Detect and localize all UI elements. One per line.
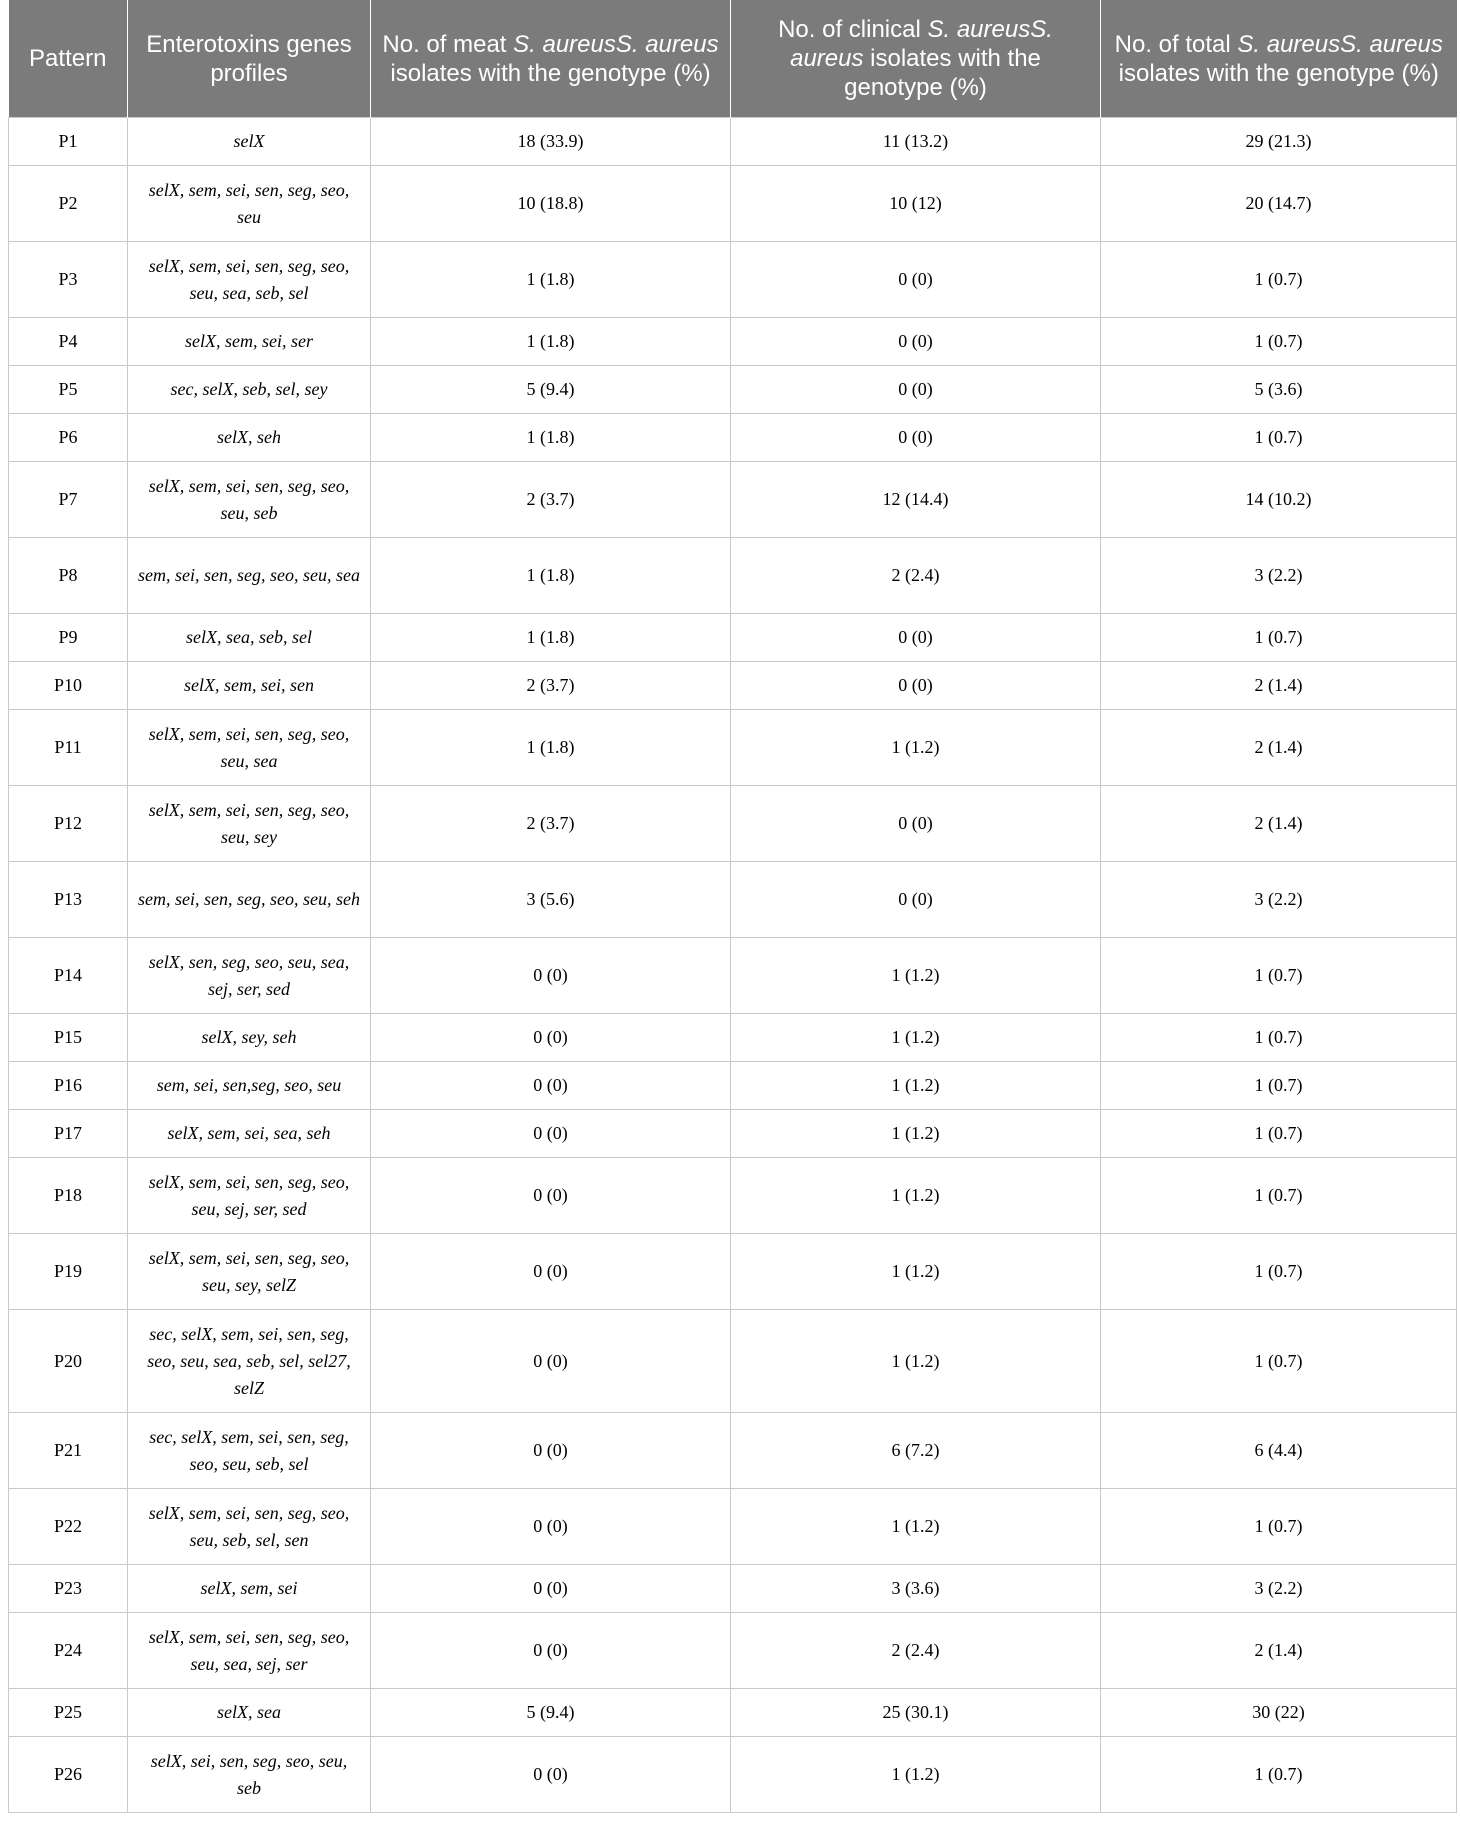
cell-total: 6 (4.4)	[1101, 1413, 1457, 1489]
table-header	[9, 0, 1457, 118]
table-row	[9, 242, 1457, 318]
cell-total: 1 (0.7)	[1101, 1234, 1457, 1310]
header-total-species: S. aureusS. aureus	[1237, 30, 1443, 58]
table-row	[9, 1014, 1457, 1062]
cell-meat: 0 (0)	[371, 1613, 731, 1689]
cell-meat: 2 (3.7)	[371, 786, 731, 862]
cell-total: 29 (21.3)	[1101, 118, 1457, 166]
cell-meat: 5 (9.4)	[371, 1689, 731, 1737]
cell-meat: 1 (1.8)	[371, 614, 731, 662]
cell-total: 1 (0.7)	[1101, 1310, 1457, 1413]
cell-pattern: P17	[9, 1110, 128, 1158]
cell-profile: selX, sen, seg, seo, seu, sea, sej, ser, sed	[128, 938, 371, 1014]
cell-meat: 0 (0)	[371, 1062, 731, 1110]
cell-pattern: P2	[9, 166, 128, 242]
cell-pattern: P24	[9, 1613, 128, 1689]
cell-profile: sec, selX, sem, sei, sen, seg, seo, seu, seb, sel	[128, 1413, 371, 1489]
cell-profile: sec, selX, seb, sel, sey	[128, 366, 371, 414]
cell-clinical: 1 (1.2)	[731, 1014, 1101, 1062]
table-row	[9, 462, 1457, 538]
cell-meat: 1 (1.8)	[371, 710, 731, 786]
cell-profile: selX, sem, sei, sen, seg, seo, seu, sea, seb, sel	[128, 242, 371, 318]
cell-pattern: P19	[9, 1234, 128, 1310]
cell-clinical: 12 (14.4)	[731, 462, 1101, 538]
cell-profile: selX, sem, sei, ser	[128, 318, 371, 366]
cell-profile: selX, sem, sei, sen, seg, seo, seu, sea, sej, ser	[128, 1613, 371, 1689]
cell-clinical: 0 (0)	[731, 786, 1101, 862]
cell-clinical: 1 (1.2)	[731, 1489, 1101, 1565]
cell-total: 1 (0.7)	[1101, 414, 1457, 462]
cell-total: 1 (0.7)	[1101, 318, 1457, 366]
cell-profile: selX	[128, 118, 371, 166]
cell-meat: 0 (0)	[371, 1014, 731, 1062]
cell-pattern: P15	[9, 1014, 128, 1062]
cell-profile: sem, sei, sen, seg, seo, seu, seh	[128, 862, 371, 938]
table-row	[9, 1062, 1457, 1110]
header-clinical-post: isolates with the genotype (%)	[844, 45, 1041, 101]
table-row	[9, 1565, 1457, 1613]
cell-meat: 0 (0)	[371, 1413, 731, 1489]
cell-pattern: P5	[9, 366, 128, 414]
cell-total: 1 (0.7)	[1101, 1014, 1457, 1062]
cell-profile: selX, sea	[128, 1689, 371, 1737]
table-row	[9, 166, 1457, 242]
header-pattern: Pattern	[9, 0, 128, 118]
table-row	[9, 1689, 1457, 1737]
cell-total: 1 (0.7)	[1101, 1158, 1457, 1234]
cell-profile: selX, sei, sen, seg, seo, seu, seb	[128, 1737, 371, 1813]
cell-meat: 2 (3.7)	[371, 662, 731, 710]
cell-total: 1 (0.7)	[1101, 242, 1457, 318]
header-profiles: Enterotoxins genes profiles	[128, 0, 371, 118]
header-total-pre: No. of total	[1114, 30, 1238, 58]
table-row	[9, 1737, 1457, 1813]
cell-pattern: P3	[9, 242, 128, 318]
cell-pattern: P25	[9, 1689, 128, 1737]
cell-meat: 1 (1.8)	[371, 538, 731, 614]
cell-meat: 18 (33.9)	[371, 118, 731, 166]
cell-total: 1 (0.7)	[1101, 1062, 1457, 1110]
cell-total: 14 (10.2)	[1101, 462, 1457, 538]
header-meat-post: isolates with the genotype (%)	[390, 59, 711, 87]
cell-clinical: 2 (2.4)	[731, 1613, 1101, 1689]
cell-profile: selX, sem, sei, sen, seg, seo, seu, seb, sel, sen	[128, 1489, 371, 1565]
cell-pattern: P4	[9, 318, 128, 366]
cell-clinical: 0 (0)	[731, 242, 1101, 318]
cell-meat: 1 (1.8)	[371, 242, 731, 318]
cell-meat: 0 (0)	[371, 1158, 731, 1234]
cell-clinical: 10 (12)	[731, 166, 1101, 242]
cell-pattern: P7	[9, 462, 128, 538]
table-row	[9, 862, 1457, 938]
cell-pattern: P18	[9, 1158, 128, 1234]
cell-clinical: 1 (1.2)	[731, 1158, 1101, 1234]
cell-total: 3 (2.2)	[1101, 538, 1457, 614]
cell-profile: selX, sem, sei, sen	[128, 662, 371, 710]
header-clinical-species: S. aureusS. aureus	[790, 16, 1053, 72]
cell-total: 2 (1.4)	[1101, 1613, 1457, 1689]
cell-pattern: P6	[9, 414, 128, 462]
cell-clinical: 0 (0)	[731, 318, 1101, 366]
cell-profile: selX, sey, seh	[128, 1014, 371, 1062]
table-row	[9, 786, 1457, 862]
cell-pattern: P23	[9, 1565, 128, 1613]
cell-profile: selX, sem, sei, sen, seg, seo, seu, sej, ser, sed	[128, 1158, 371, 1234]
cell-meat: 3 (5.6)	[371, 862, 731, 938]
cell-pattern: P1	[9, 118, 128, 166]
cell-meat: 0 (0)	[371, 1565, 731, 1613]
enterotoxin-pattern-table	[8, 0, 1457, 1813]
cell-profile: selX, sea, seb, sel	[128, 614, 371, 662]
header-row	[9, 0, 1457, 118]
cell-pattern: P11	[9, 710, 128, 786]
table-body	[9, 118, 1457, 1813]
cell-meat: 0 (0)	[371, 1110, 731, 1158]
cell-total: 1 (0.7)	[1101, 614, 1457, 662]
cell-meat: 2 (3.7)	[371, 462, 731, 538]
cell-total: 20 (14.7)	[1101, 166, 1457, 242]
header-clinical-pre: No. of clinical	[778, 16, 928, 43]
cell-total: 2 (1.4)	[1101, 710, 1457, 786]
cell-meat: 10 (18.8)	[371, 166, 731, 242]
cell-meat: 0 (0)	[371, 1737, 731, 1813]
cell-meat: 0 (0)	[371, 1310, 731, 1413]
table-row	[9, 1489, 1457, 1565]
table-row	[9, 1158, 1457, 1234]
cell-pattern: P26	[9, 1737, 128, 1813]
table-row	[9, 414, 1457, 462]
cell-clinical: 0 (0)	[731, 614, 1101, 662]
cell-profile: sec, selX, sem, sei, sen, seg, seo, seu, sea, seb, sel, sel27, selZ	[128, 1310, 371, 1413]
cell-profile: selX, seh	[128, 414, 371, 462]
cell-clinical: 1 (1.2)	[731, 710, 1101, 786]
cell-profile: sem, sei, sen,seg, seo, seu	[128, 1062, 371, 1110]
cell-profile: selX, sem, sei, sen, seg, seo, seu, sey, selZ	[128, 1234, 371, 1310]
cell-profile: selX, sem, sei, sen, seg, seo, seu, seb	[128, 462, 371, 538]
table-container	[8, 0, 1456, 1813]
header-meat-species: S. aureusS. aureus	[513, 30, 719, 58]
header-meat	[371, 0, 731, 118]
table-row	[9, 366, 1457, 414]
header-meat-pre: No. of meat	[382, 30, 514, 58]
table-row	[9, 614, 1457, 662]
cell-pattern: P22	[9, 1489, 128, 1565]
cell-clinical: 11 (13.2)	[731, 118, 1101, 166]
cell-profile: selX, sem, sei, sen, seg, seo, seu, sey	[128, 786, 371, 862]
table-row	[9, 1110, 1457, 1158]
cell-pattern: P9	[9, 614, 128, 662]
header-total	[1101, 0, 1457, 118]
cell-meat: 1 (1.8)	[371, 414, 731, 462]
cell-total: 2 (1.4)	[1101, 662, 1457, 710]
header-clinical	[731, 0, 1101, 118]
cell-meat: 1 (1.8)	[371, 318, 731, 366]
cell-meat: 0 (0)	[371, 938, 731, 1014]
table-row	[9, 662, 1457, 710]
cell-clinical: 1 (1.2)	[731, 1110, 1101, 1158]
cell-total: 1 (0.7)	[1101, 938, 1457, 1014]
cell-clinical: 3 (3.6)	[731, 1565, 1101, 1613]
cell-meat: 5 (9.4)	[371, 366, 731, 414]
cell-clinical: 6 (7.2)	[731, 1413, 1101, 1489]
cell-profile: selX, sem, sei, sen, seg, seo, seu	[128, 166, 371, 242]
cell-pattern: P14	[9, 938, 128, 1014]
cell-total: 1 (0.7)	[1101, 1489, 1457, 1565]
cell-clinical: 0 (0)	[731, 414, 1101, 462]
cell-clinical: 2 (2.4)	[731, 538, 1101, 614]
cell-profile: selX, sem, sei, sen, seg, seo, seu, sea	[128, 710, 371, 786]
cell-total: 1 (0.7)	[1101, 1110, 1457, 1158]
table-row	[9, 1413, 1457, 1489]
header-total-post: isolates with the genotype (%)	[1118, 59, 1439, 87]
cell-total: 1 (0.7)	[1101, 1737, 1457, 1813]
cell-clinical: 0 (0)	[731, 366, 1101, 414]
cell-profile: selX, sem, sei, sea, seh	[128, 1110, 371, 1158]
cell-pattern: P21	[9, 1413, 128, 1489]
cell-profile: selX, sem, sei	[128, 1565, 371, 1613]
cell-clinical: 25 (30.1)	[731, 1689, 1101, 1737]
cell-clinical: 1 (1.2)	[731, 1234, 1101, 1310]
table-row	[9, 538, 1457, 614]
table-row	[9, 118, 1457, 166]
cell-total: 2 (1.4)	[1101, 786, 1457, 862]
table-row	[9, 1310, 1457, 1413]
table-row	[9, 1613, 1457, 1689]
cell-total: 3 (2.2)	[1101, 1565, 1457, 1613]
cell-pattern: P8	[9, 538, 128, 614]
cell-pattern: P12	[9, 786, 128, 862]
cell-clinical: 0 (0)	[731, 662, 1101, 710]
cell-total: 30 (22)	[1101, 1689, 1457, 1737]
cell-meat: 0 (0)	[371, 1234, 731, 1310]
cell-pattern: P10	[9, 662, 128, 710]
table-row	[9, 938, 1457, 1014]
cell-profile: sem, sei, sen, seg, seo, seu, sea	[128, 538, 371, 614]
table-row	[9, 710, 1457, 786]
cell-clinical: 1 (1.2)	[731, 938, 1101, 1014]
cell-pattern: P13	[9, 862, 128, 938]
cell-meat: 0 (0)	[371, 1489, 731, 1565]
cell-pattern: P20	[9, 1310, 128, 1413]
table-row	[9, 1234, 1457, 1310]
cell-pattern: P16	[9, 1062, 128, 1110]
cell-total: 5 (3.6)	[1101, 366, 1457, 414]
cell-clinical: 1 (1.2)	[731, 1062, 1101, 1110]
cell-total: 3 (2.2)	[1101, 862, 1457, 938]
cell-clinical: 0 (0)	[731, 862, 1101, 938]
table-row	[9, 318, 1457, 366]
cell-clinical: 1 (1.2)	[731, 1310, 1101, 1413]
cell-clinical: 1 (1.2)	[731, 1737, 1101, 1813]
